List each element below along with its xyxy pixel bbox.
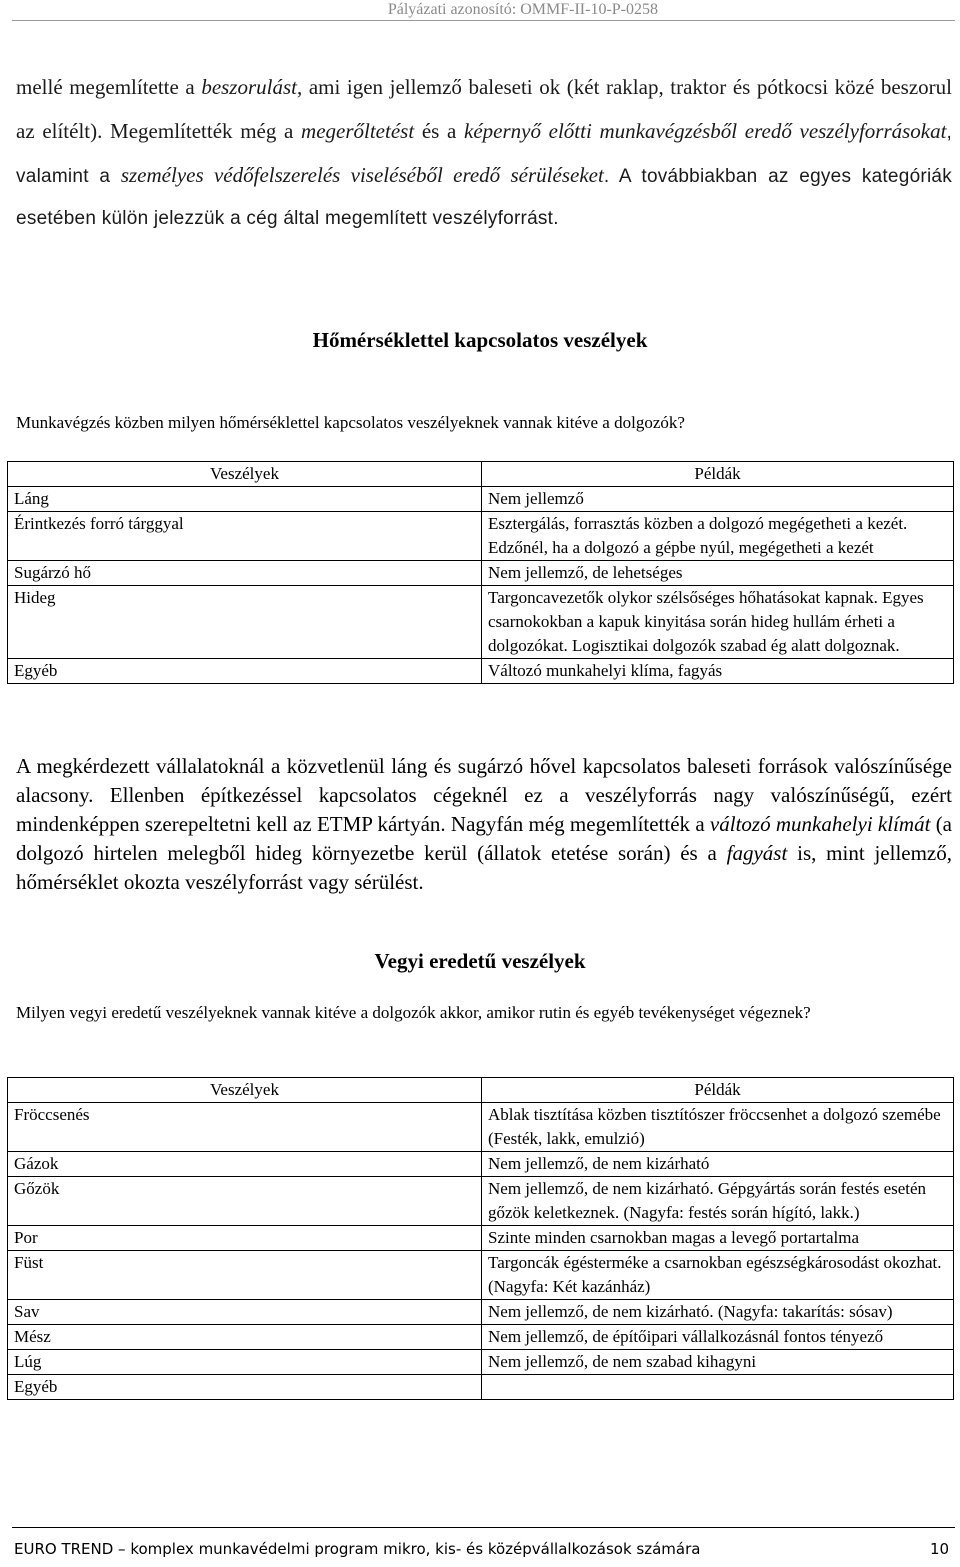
table-row — [8, 1152, 954, 1177]
hazard-cell: Gázok — [8, 1152, 482, 1177]
intro-italic-3: képernyő előtti munkavégzésből eredő veszélyforrásokat — [464, 119, 947, 143]
hazard-cell: Láng — [8, 487, 482, 512]
example-cell: Targoncák égésterméke a csarnokban egészségkárosodást okozhat. (Nagyfa: Két kazánház) — [482, 1251, 954, 1300]
hazard-cell: Por — [8, 1226, 482, 1251]
header-divider — [12, 20, 955, 21]
summary-text-2: (a dolgozó hirtelen melegből hideg környezetbe kerül (állatok etetése során) és a — [16, 812, 953, 865]
example-cell: Ablak tisztítása közben tisztítószer fröccsenhet a dolgozó szemébe (Festék, lakk, emulzió) — [482, 1103, 954, 1152]
example-cell: Nem jellemző, de lehetséges — [482, 561, 954, 586]
intro-text-5: . A továbbiakban az egyes kategóriák esetében külön jelezzük a cég által megemlített veszélyforrást. — [16, 166, 953, 229]
section1-title: Hőmérséklettel kapcsolatos veszélyek — [312, 328, 648, 352]
hazard-cell: Egyéb — [8, 1375, 482, 1400]
chemical-hazards-table — [7, 1077, 954, 1400]
section1-summary — [16, 752, 952, 897]
table-row — [8, 1350, 954, 1375]
hazard-cell: Sav — [8, 1300, 482, 1325]
hazard-cell: Füst — [8, 1251, 482, 1300]
table-row — [8, 561, 954, 586]
table-row — [8, 659, 954, 684]
hazard-cell: Érintkezés forró tárggyal — [8, 512, 482, 561]
intro-italic-4: személyes védőfelszerelés viseléséből eredő sérüléseket — [120, 163, 604, 187]
example-cell: Változó munkahelyi klíma, fagyás — [482, 659, 954, 684]
col-header-hazards: Veszélyek — [8, 1078, 482, 1103]
example-cell: Nem jellemző, de nem szabad kihagyni — [482, 1350, 954, 1375]
example-cell: Nem jellemző, de nem kizárható — [482, 1152, 954, 1177]
intro-italic-2: megerőltetést — [301, 119, 415, 143]
table-header-row — [8, 462, 954, 487]
table-row — [8, 1300, 954, 1325]
hazard-cell: Gőzök — [8, 1177, 482, 1226]
col-header-examples: Példák — [482, 462, 954, 487]
table-header-row — [8, 1078, 954, 1103]
temperature-hazards-table — [7, 461, 954, 684]
intro-text-1: mellé megemlítette a — [16, 75, 202, 99]
example-cell: Esztergálás, forrasztás közben a dolgozó megégetheti a kezét. Edzőnél, ha a dolgozó a gépbe nyúl, megégetheti a kezét — [482, 512, 954, 561]
table-row — [8, 586, 954, 659]
hazard-cell: Mész — [8, 1325, 482, 1350]
hazard-cell: Lúg — [8, 1350, 482, 1375]
summary-text-1: A megkérdezett vállalatoknál a közvetlenül láng és sugárzó hővel kapcsolatos baleseti források valószínűsége alacsony. Ellenben építkezéssel kapcsolatos cégeknél ez a veszélyforrás nagy valószínűségű, ezért mindenképpen szerepeltetni kell az ETMP kártyán. Nagyfán még megemlítették a — [16, 754, 952, 836]
example-cell: Szinte minden csarnokban magas a levegő portartalma — [482, 1226, 954, 1251]
page-header: Pályázati azonosító: OMMF-II-10-P-0258 — [387, 1, 658, 18]
table-row — [8, 487, 954, 512]
footer-divider — [12, 1527, 955, 1528]
intro-paragraph — [16, 66, 952, 240]
intro-italic-1: beszorulást — [201, 75, 297, 99]
example-cell — [482, 1375, 954, 1400]
page-number: 10 — [930, 1540, 950, 1558]
summary-text-3: is, mint jellemző, hőmérséklet okozta veszélyforrást vagy sérülést. — [16, 841, 953, 894]
hazard-cell: Egyéb — [8, 659, 482, 684]
intro-text-3: és a — [414, 119, 465, 143]
intro-text-2: , ami igen jellemző baleseti ok (két raklap, traktor és pótkocsi közé beszorul az elítélt). Megemlítették még a — [16, 75, 952, 143]
table-row — [8, 1325, 954, 1350]
summary-italic-1: változó munkahelyi klímát — [709, 812, 931, 836]
intro-text-4: , valamint a — [16, 122, 952, 187]
example-cell: Nem jellemző, de nem kizárható. Gépgyártás során festés esetén gőzök keletkeznek. (Nagyfa: festés során hígító, lakk.) — [482, 1177, 954, 1226]
section2-question: Milyen vegyi eredetű veszélyeknek vannak kitéve a dolgozók akkor, amikor rutin és egyéb tevékenységet végeznek? — [16, 1003, 811, 1022]
footer-text: EURO TREND – komplex munkavédelmi program mikro, kis- és középvállalkozások számára — [14, 1540, 701, 1558]
hazard-cell: Sugárzó hő — [8, 561, 482, 586]
table-row — [8, 1177, 954, 1226]
section1-question: Munkavégzés közben milyen hőmérséklettel kapcsolatos veszélyeknek vannak kitéve a dolgozók? — [16, 413, 685, 432]
table-row — [8, 1226, 954, 1251]
hazard-cell: Hideg — [8, 586, 482, 659]
table-row — [8, 1251, 954, 1300]
table-row — [8, 1103, 954, 1152]
table-row — [8, 512, 954, 561]
example-cell: Nem jellemző — [482, 487, 954, 512]
summary-italic-2: fagyást — [726, 841, 788, 865]
table-row — [8, 1375, 954, 1400]
col-header-hazards: Veszélyek — [8, 462, 482, 487]
hazard-cell: Fröccsenés — [8, 1103, 482, 1152]
col-header-examples: Példák — [482, 1078, 954, 1103]
example-cell: Nem jellemző, de nem kizárható. (Nagyfa: takarítás: sósav) — [482, 1300, 954, 1325]
example-cell: Targoncavezetők olykor szélsőséges hőhatásokat kapnak. Egyes csarnokokban a kapuk kinyitása során hideg hullám érheti a dolgozókat. Logisztikai dolgozók szabad ég alatt dolgoznak. — [482, 586, 954, 659]
section2-title: Vegyi eredetű veszélyek — [374, 949, 586, 973]
example-cell: Nem jellemző, de építőipari vállalkozásnál fontos tényező — [482, 1325, 954, 1350]
